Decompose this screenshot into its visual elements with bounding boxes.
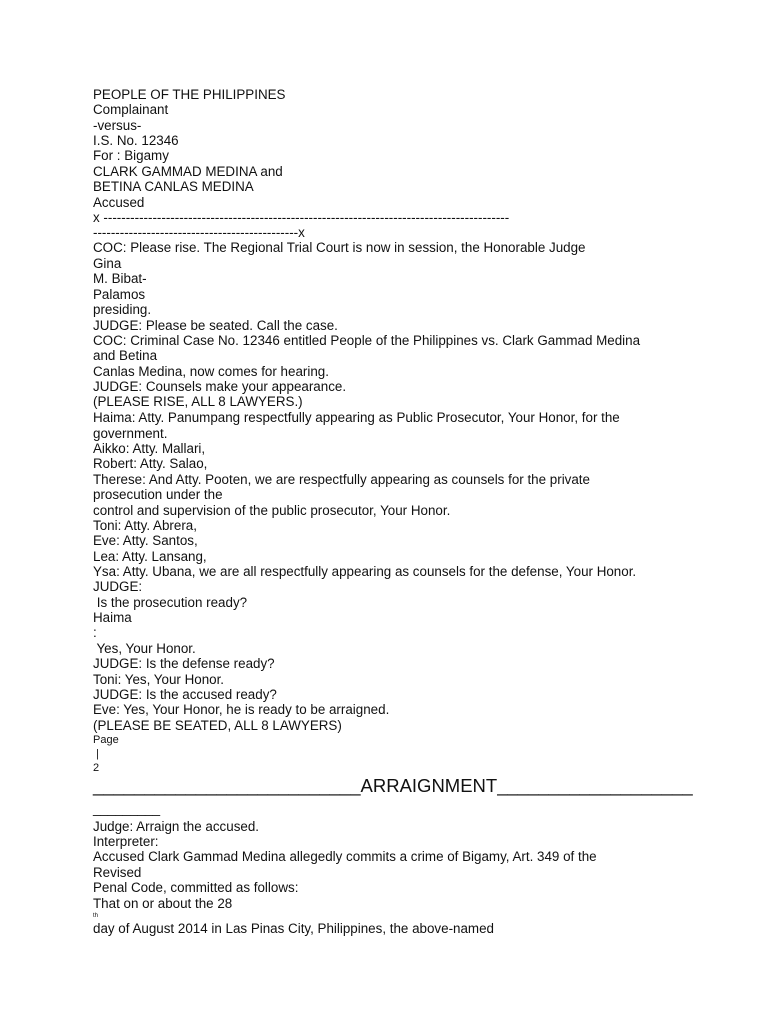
text-line: JUDGE: Please be seated. Call the case. bbox=[93, 318, 338, 333]
text-line: Accused Clark Gammad Medina allegedly commits a crime of Bigamy, Art. 349 of the bbox=[93, 849, 597, 864]
text-line: Interpreter: bbox=[93, 834, 159, 849]
divider-line: ----------------------------------------------x bbox=[93, 225, 305, 240]
text-line: CLARK GAMMAD MEDINA and bbox=[93, 164, 283, 179]
text-line: I.S. No. 12346 bbox=[93, 133, 179, 148]
text-line: -versus- bbox=[93, 118, 142, 133]
page-footer-separator: | bbox=[93, 748, 99, 760]
text-line: That on or about the 28 bbox=[93, 896, 233, 911]
text-line: control and supervision of the public prosecutor, Your Honor. bbox=[93, 503, 451, 518]
text-line: Therese: And Atty. Pooten, we are respectfully appearing as counsels for the private bbox=[93, 472, 590, 487]
text-line: (PLEASE BE SEATED, ALL 8 LAWYERS) bbox=[93, 718, 342, 733]
text-line: Accused bbox=[93, 195, 145, 210]
text-line: COC: Please rise. The Regional Trial Court is now in session, the Honorable Judge bbox=[93, 240, 586, 255]
text-line: Toni: Yes, Your Honor. bbox=[93, 672, 225, 687]
text-line: JUDGE: Counsels make your appearance. bbox=[93, 379, 347, 394]
superscript-th: th bbox=[93, 913, 99, 919]
text-line: JUDGE: bbox=[93, 579, 143, 594]
text-line: : bbox=[93, 625, 97, 640]
text-line: and Betina bbox=[93, 348, 158, 363]
text-line: Robert: Atty. Salao, bbox=[93, 456, 208, 471]
text-line: PEOPLE OF THE PHILIPPINES bbox=[93, 87, 286, 102]
text-line: JUDGE: Is the defense ready? bbox=[93, 656, 275, 671]
text-line: government. bbox=[93, 426, 168, 441]
section-heading-arraignment: __________________________ARRAIGNMENT___________________ bbox=[93, 775, 693, 796]
text-line: For : Bigamy bbox=[93, 148, 169, 163]
text-line: Penal Code, committed as follows: bbox=[93, 880, 299, 895]
text-line: Eve: Atty. Santos, bbox=[93, 533, 198, 548]
text-line: Judge: Arraign the accused. bbox=[93, 819, 260, 834]
text-line: Revised bbox=[93, 865, 142, 880]
text-line: Palamos bbox=[93, 287, 146, 302]
text-line: Haima bbox=[93, 610, 132, 625]
text-line: Aikko: Atty. Mallari, bbox=[93, 441, 206, 456]
text-line: Eve: Yes, Your Honor, he is ready to be arraigned. bbox=[93, 702, 390, 717]
text-line: Lea: Atty. Lansang, bbox=[93, 549, 207, 564]
text-line: COC: Criminal Case No. 12346 entitled People of the Philippines vs. Clark Gammad Medina bbox=[93, 333, 641, 348]
text-line: JUDGE: Is the accused ready? bbox=[93, 687, 277, 702]
text-line: prosecution under the bbox=[93, 487, 223, 502]
text-line: Canlas Medina, now comes for hearing. bbox=[93, 364, 329, 379]
text-line: presiding. bbox=[93, 302, 152, 317]
divider-line: x ------------------------------------------------------------------------------------------- bbox=[93, 210, 510, 225]
page-number: 2 bbox=[93, 762, 100, 774]
text-line: Haima: Atty. Panumpang respectfully appearing as Public Prosecutor, Your Honor, for the bbox=[93, 410, 620, 425]
text-line: day of August 2014 in Las Pinas City, Philippines, the above-named bbox=[93, 921, 494, 936]
text-line: Ysa: Atty. Ubana, we are all respectfully appearing as counsels for the defense, Your Honor. bbox=[93, 564, 637, 579]
text-line: Toni: Atty. Abrera, bbox=[93, 518, 197, 533]
text-line: BETINA CANLAS MEDINA bbox=[93, 179, 254, 194]
text-line: Yes, Your Honor. bbox=[93, 641, 196, 656]
text-line: Is the prosecution ready? bbox=[93, 595, 248, 610]
text-line: (PLEASE RISE, ALL 8 LAWYERS.) bbox=[93, 394, 303, 409]
heading-underline-continuation: _________ bbox=[93, 801, 161, 816]
page-footer-label: Page bbox=[93, 734, 119, 746]
text-line: M. Bibat- bbox=[93, 271, 147, 286]
text-line: Complainant bbox=[93, 102, 169, 117]
text-line: Gina bbox=[93, 256, 122, 271]
